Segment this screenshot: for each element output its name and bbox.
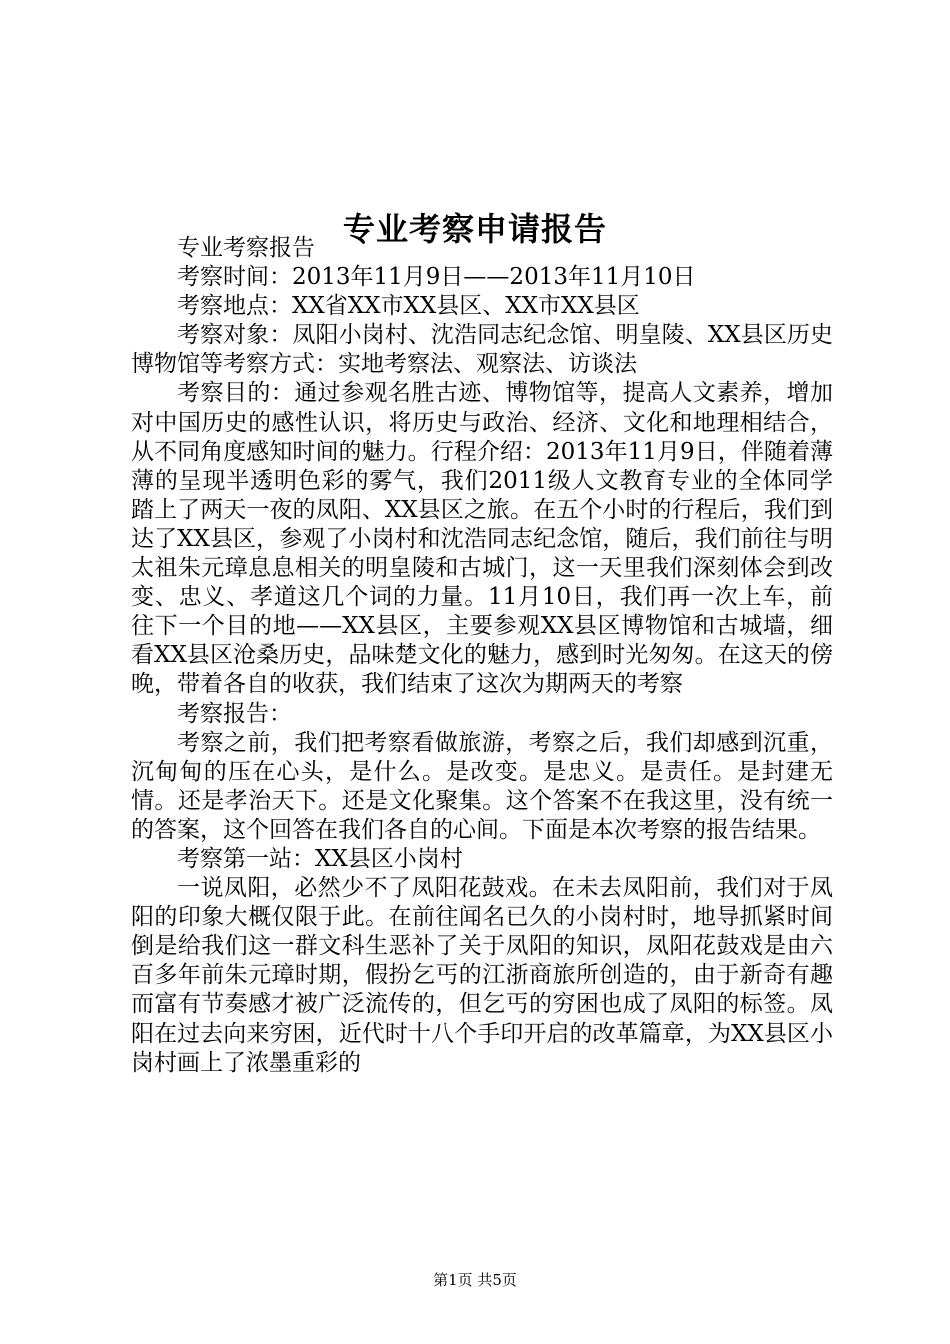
paragraph-purpose: 考察目的：通过参观名胜古迹、博物馆等，提高人文素养，增加对中国历史的感性认识，将历史与政治、经济、文化和地理相结合，从不同角度感知时间的魅力。行程介绍：2013年11月9日，伴随着薄薄的呈现半透明色彩的雾气，我们2011级人文教育专业的全体同学踏上了两天一夜的凤阳、XX县区之旅。在五个小时的行程后，我们到达了XX县区，参观了小岗村和沈浩同志纪念馆，随后，我们前往与明太祖朱元璋息息相关的明皇陵和古城门，这一天里我们深刻体会到改变、忠义、孝道这几个词的力量。11月10日，我们再一次上车，前往下一个目的地——XX县区，主要参观XX县区博物馆和古城墙，细看XX县区沧桑历史，品味楚文化的魅力，感到时光匆匆。在这天的傍晚，带着各自的收获，我们结束了这次为期两天的考察 — [131, 380, 833, 698]
paragraph-location: 考察地点：XX省XX市XX县区、XX市XX县区 — [177, 293, 640, 320]
paragraph-objects: 考察对象：凤阳小岗村、沈浩同志纪念馆、明皇陵、XX县区历史博物馆等考察方式：实地考察法、观察法、访谈法 — [131, 322, 833, 378]
document-title: 专业考察申请报告 — [342, 210, 607, 249]
paragraph-report-heading: 专业考察报告 — [177, 235, 315, 261]
document-body — [131, 234, 833, 1078]
paragraph-reflection: 考察之前，我们把考察看做旅游，考察之后，我们却感到沉重，沉甸甸的压在心头，是什么。是改变。是忠义。是责任。是封建无情。还是孝治天下。还是文化聚集。这个答案不在我这里，没有统一的答案，这个回答在我们各自的心间。下面是本次考察的报告结果。 — [131, 729, 833, 843]
paragraph-time: 考察时间：2013年11月9日——2013年11月10日 — [177, 264, 696, 291]
page-footer: 第1页 共5页 — [433, 1271, 517, 1289]
paragraph-fengyang: 一说凤阳，必然少不了凤阳花鼓戏。在未去凤阳前，我们对于凤阳的印象大概仅限于此。在前往闻名已久的小岗村时，地导抓紧时间倒是给我们这一群文科生恶补了关于凤阳的知识，凤阳花鼓戏是由六百多年前朱元璋时期，假扮乞丐的江浙商旅所创造的，由于新奇有趣而富有节奏感才被广泛流传的，但乞丐的穷困也成了凤阳的标签。凤阳在过去向来穷困，近代时十八个手印开启的改革篇章，为XX县区小岗村画上了浓墨重彩的 — [131, 875, 833, 1076]
paragraph-report-label: 考察报告： — [177, 700, 292, 727]
paragraph-first-stop: 考察第一站：XX县区小岗村 — [177, 845, 463, 872]
